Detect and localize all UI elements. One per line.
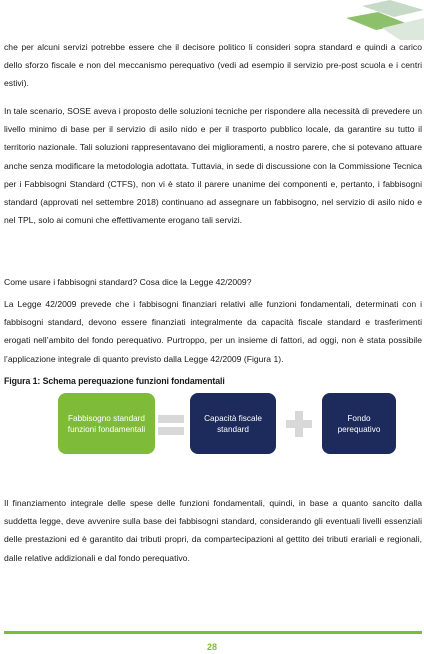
box-capacita-fiscale: Capacità fiscale standard <box>190 393 276 454</box>
paragraph-1: che per alcuni servizi potrebbe essere che il decisore politico li consideri sopra standard e quindi a carico dello sforzo fiscale e non del meccanismo perequativo (vedi ad esempio il servizio pre-post scuola e i centri estivi). <box>4 42 422 89</box>
paragraph-4: Il finanziamento integrale delle spese delle funzioni fondamentali, quindi, in base a quanto sancito dalla suddetta legge, deve avvenire sulla base dei fabbisogni standard, considerando gli eventuali livelli essenziali delle prestazioni ed è garantito dai tributi propri, da compartecipazioni al gettito dei tributi erariali e regionali, dalle relative addizionali e dal fondo perequativo. <box>4 498 422 563</box>
perequation-diagram <box>58 393 396 455</box>
footer-rule <box>4 631 422 634</box>
header-logo <box>332 0 424 40</box>
section-question: Come usare i fabbisogni standard? Cosa dice la Legge 42/2009? <box>4 277 252 287</box>
figure-caption: Figura 1: Schema perequazione funzioni fondamentali <box>4 376 225 386</box>
box-fabbisogno-standard: Fabbisogno standard funzioni fondamentali <box>58 393 155 454</box>
page-number: 28 <box>206 642 217 652</box>
paragraph-3: La Legge 42/2009 prevede che i fabbisogni finanziari relativi alle funzioni fondamentali, determinati con i fabbisogni standard, devono essere finanziati integralmente da capacità fiscale standard e trasferimenti erogati nell’ambito del fondo perequativo. Purtroppo, per un insieme di fattori, ad oggi, non è stata possibile l’applicazione integrale di quanto previsto dalla Legge 42/2009 (Figura 1). <box>4 299 422 364</box>
box-fondo-perequativo: Fondo perequativo <box>322 393 396 454</box>
paragraph-2: In tale scenario, SOSE aveva i proposto delle soluzioni tecniche per rispondere alla necessità di prevedere un livello minimo di base per il servizio di asilo nido e per il trasporto pubblico locale, da garantire su tutto il territorio nazionale. Tali soluzioni rappresentavano dei miglioramenti, a nostro parere, che si potevano attuare anche senza modificare la metodologia adottata. Tuttavia, in sede di discussione con la Commissione Tecnica per i Fabbisogni Standard (CTFS), non vi è stato il parere unanime dei componenti e, pertanto, i fabbisogni standard (approvati nel settembre 2018) continuano ad assegnare un fabbisogno, nel servizio di asilo nido e nel TPL, solo ai comuni che effettivamente erogano tali servizi. <box>4 106 422 226</box>
